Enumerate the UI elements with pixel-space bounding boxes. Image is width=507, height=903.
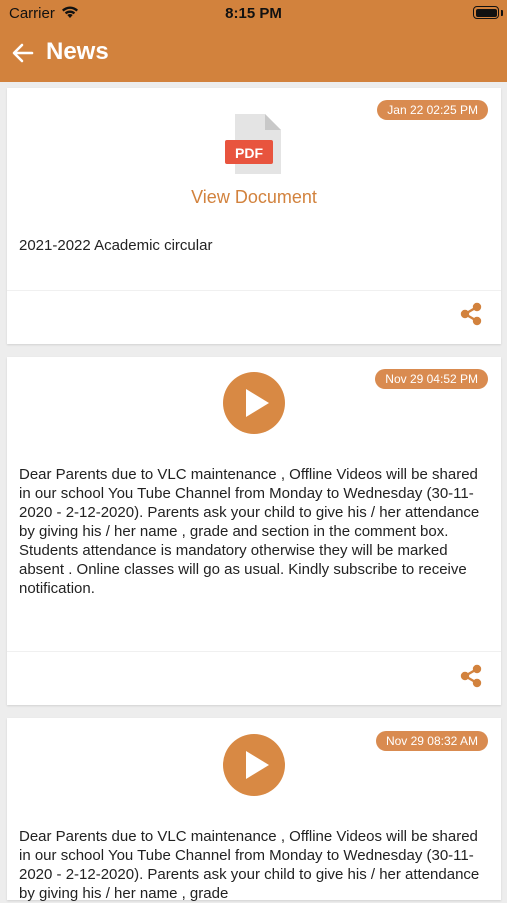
- play-icon: [223, 372, 285, 434]
- back-arrow-icon[interactable]: [10, 40, 36, 66]
- app-header: [0, 0, 507, 82]
- post-text: Dear Parents due to VLC maintenance , Offline Videos will be shared in our school You Tube Channel from Monday to Wednesday (30-11-2020 - 2-12-2020). Parents ask your child to give his / her attendance by giving his / her name , grade and section in the comment box. Students attendance is mandatory otherwise they will be marked absent . Online classes will go as usual. Kindly subscribe to receive notification.: [19, 466, 480, 597]
- card-divider: [7, 290, 501, 291]
- pdf-file-icon[interactable]: [225, 112, 283, 176]
- page-title: News: [46, 38, 109, 65]
- date-badge: Nov 29 04:52 PM: [375, 369, 488, 389]
- carrier-label: Carrier: [9, 5, 55, 22]
- battery-cap: [501, 10, 503, 16]
- news-card: [7, 718, 501, 900]
- card-divider: [7, 651, 501, 652]
- battery-icon: [473, 6, 499, 19]
- view-document-link[interactable]: View Document: [191, 187, 317, 207]
- share-icon[interactable]: [457, 300, 485, 328]
- date-badge: Nov 29 08:32 AM: [376, 731, 488, 751]
- share-icon[interactable]: [457, 662, 485, 690]
- play-button[interactable]: [223, 372, 285, 434]
- status-bar: [0, 0, 507, 28]
- pdf-label: PDF: [235, 145, 263, 161]
- status-time: 8:15 PM: [225, 5, 282, 22]
- date-badge: Jan 22 02:25 PM: [377, 100, 488, 120]
- post-text: 2021-2022 Academic circular: [19, 237, 213, 254]
- play-icon: [223, 734, 285, 796]
- news-card: [7, 357, 501, 705]
- post-text: Dear Parents due to VLC maintenance , Offline Videos will be shared in our school You Tube Channel from Monday to Wednesday (30-11-2020 - 2-12-2020). Parents ask your child to give his / her attendance by giving his / her name , grade: [19, 828, 480, 902]
- play-button[interactable]: [223, 734, 285, 796]
- news-card: [7, 88, 501, 344]
